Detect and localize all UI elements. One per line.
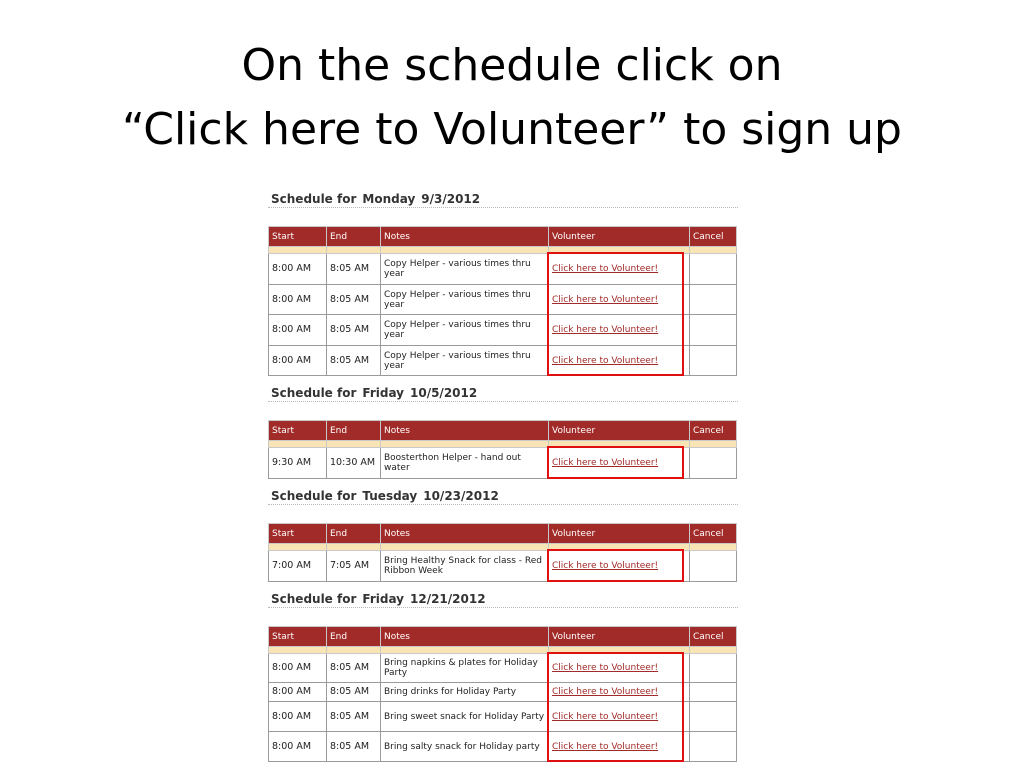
end-cell: 8:05 AM <box>327 315 381 346</box>
start-cell: 7:00 AM <box>269 551 327 582</box>
volunteer-link[interactable]: Click here to Volunteer! <box>552 687 659 697</box>
table-row <box>269 683 737 702</box>
table-row <box>269 654 737 683</box>
start-cell: 8:00 AM <box>269 315 327 346</box>
table-header-row <box>269 627 737 647</box>
schedule-block <box>268 483 738 582</box>
notes-cell: Copy Helper - various times thru year <box>381 285 549 315</box>
volunteer-cell <box>549 285 690 315</box>
schedule-heading <box>268 586 738 608</box>
volunteer-link[interactable]: Click here to Volunteer! <box>552 711 659 722</box>
header-stripe <box>269 441 737 448</box>
column-header-volunteer: Volunteer <box>549 524 690 544</box>
stripe-cell <box>269 647 327 654</box>
end-cell: 8:05 AM <box>327 285 381 315</box>
column-header-cancel: Cancel <box>690 227 737 247</box>
table-header-row <box>269 421 737 441</box>
stripe-cell <box>327 247 381 254</box>
notes-cell: Boosterthon Helper - hand out water <box>381 448 549 479</box>
stripe-cell <box>381 647 549 654</box>
table-row <box>269 551 737 582</box>
start-cell: 8:00 AM <box>269 346 327 376</box>
schedule-heading-label: Schedule for <box>271 192 357 206</box>
column-header-end: End <box>327 227 381 247</box>
notes-cell: Copy Helper - various times thru year <box>381 315 549 346</box>
notes-cell: Bring napkins & plates for Holiday Party <box>381 654 549 683</box>
table-row <box>269 346 737 376</box>
column-header-volunteer: Volunteer <box>549 421 690 441</box>
stripe-cell <box>327 441 381 448</box>
schedule-table <box>268 420 737 479</box>
volunteer-cell <box>549 346 690 376</box>
column-header-notes: Notes <box>381 227 549 247</box>
start-cell: 8:00 AM <box>269 702 327 732</box>
schedule-heading-day: Friday <box>362 386 404 400</box>
schedule-heading <box>268 186 738 208</box>
schedule-heading <box>268 380 738 402</box>
schedule-screenshot <box>268 186 738 766</box>
volunteer-link[interactable]: Click here to Volunteer! <box>552 355 659 366</box>
volunteer-link[interactable]: Click here to Volunteer! <box>552 663 659 673</box>
column-header-cancel: Cancel <box>690 524 737 544</box>
column-header-start: Start <box>269 524 327 544</box>
cancel-cell[interactable] <box>690 654 737 683</box>
cancel-cell[interactable] <box>690 551 737 582</box>
volunteer-link[interactable]: Click here to Volunteer! <box>552 561 659 571</box>
stripe-cell <box>269 247 327 254</box>
schedule-block <box>268 380 738 479</box>
volunteer-link[interactable]: Click here to Volunteer! <box>552 264 659 274</box>
slide-title-line-2: “Click here to Volunteer” to sign up <box>122 104 902 155</box>
schedule-heading-date: 9/3/2012 <box>421 192 481 206</box>
start-cell: 8:00 AM <box>269 654 327 683</box>
stripe-cell <box>381 441 549 448</box>
column-header-volunteer: Volunteer <box>549 227 690 247</box>
volunteer-cell <box>549 654 690 683</box>
stripe-cell <box>269 544 327 551</box>
slide-title <box>0 34 1024 162</box>
table-row <box>269 448 737 479</box>
schedule-table <box>268 626 737 762</box>
end-cell: 8:05 AM <box>327 732 381 762</box>
column-header-end: End <box>327 627 381 647</box>
header-stripe <box>269 647 737 654</box>
notes-cell: Bring Healthy Snack for class - Red Ribbon Week <box>381 551 549 582</box>
schedule-heading-date: 12/21/2012 <box>410 592 486 606</box>
end-cell: 8:05 AM <box>327 346 381 376</box>
cancel-cell[interactable] <box>690 683 737 702</box>
stripe-cell <box>549 441 690 448</box>
volunteer-cell <box>549 551 690 582</box>
notes-cell: Bring salty snack for Holiday party <box>381 732 549 762</box>
end-cell: 8:05 AM <box>327 654 381 683</box>
volunteer-cell <box>549 732 690 762</box>
end-cell: 7:05 AM <box>327 551 381 582</box>
stripe-cell <box>327 647 381 654</box>
table-row <box>269 254 737 285</box>
schedule-heading-day: Friday <box>362 592 404 606</box>
header-stripe <box>269 544 737 551</box>
start-cell: 8:00 AM <box>269 254 327 285</box>
schedule-heading <box>268 483 738 505</box>
stripe-cell <box>690 441 737 448</box>
volunteer-cell <box>549 683 690 702</box>
stripe-cell <box>381 544 549 551</box>
notes-cell: Copy Helper - various times thru year <box>381 254 549 285</box>
table-row <box>269 732 737 762</box>
schedule-block <box>268 586 738 762</box>
schedule-block <box>268 186 738 376</box>
volunteer-link[interactable]: Click here to Volunteer! <box>552 741 659 752</box>
stripe-cell <box>327 544 381 551</box>
column-header-notes: Notes <box>381 421 549 441</box>
start-cell: 8:00 AM <box>269 732 327 762</box>
volunteer-link[interactable]: Click here to Volunteer! <box>552 458 659 468</box>
volunteer-cell <box>549 254 690 285</box>
schedule-heading-day: Monday <box>362 192 416 206</box>
notes-cell: Bring sweet snack for Holiday Party <box>381 702 549 732</box>
schedule-table <box>268 523 737 582</box>
notes-cell: Bring drinks for Holiday Party <box>381 683 549 702</box>
table-header-row <box>269 227 737 247</box>
slide-title-line-1: On the schedule click on <box>241 40 783 91</box>
stripe-cell <box>549 647 690 654</box>
schedule-heading-label: Schedule for <box>271 592 357 606</box>
cancel-cell[interactable] <box>690 254 737 285</box>
column-header-end: End <box>327 524 381 544</box>
column-header-notes: Notes <box>381 524 549 544</box>
start-cell: 8:00 AM <box>269 683 327 702</box>
volunteer-link[interactable]: Click here to Volunteer! <box>552 294 659 305</box>
stripe-cell <box>549 544 690 551</box>
schedule-heading-date: 10/23/2012 <box>423 489 499 503</box>
notes-cell: Copy Helper - various times thru year <box>381 346 549 376</box>
stripe-cell <box>549 247 690 254</box>
schedule-heading-label: Schedule for <box>271 386 357 400</box>
end-cell: 8:05 AM <box>327 683 381 702</box>
cancel-cell[interactable] <box>690 702 737 732</box>
stripe-cell <box>690 647 737 654</box>
stripe-cell <box>381 247 549 254</box>
table-row <box>269 315 737 346</box>
column-header-cancel: Cancel <box>690 627 737 647</box>
start-cell: 9:30 AM <box>269 448 327 479</box>
schedule-heading-day: Tuesday <box>362 489 418 503</box>
cancel-cell[interactable] <box>690 732 737 762</box>
volunteer-cell <box>549 448 690 479</box>
end-cell: 8:05 AM <box>327 254 381 285</box>
volunteer-link[interactable]: Click here to Volunteer! <box>552 325 659 335</box>
column-header-volunteer: Volunteer <box>549 627 690 647</box>
end-cell: 10:30 AM <box>327 448 381 479</box>
cancel-cell[interactable] <box>690 448 737 479</box>
cancel-cell[interactable] <box>690 346 737 376</box>
stripe-cell <box>269 441 327 448</box>
volunteer-cell <box>549 702 690 732</box>
column-header-end: End <box>327 421 381 441</box>
table-header-row <box>269 524 737 544</box>
schedule-table <box>268 226 737 376</box>
cancel-cell[interactable] <box>690 285 737 315</box>
header-stripe <box>269 247 737 254</box>
column-header-start: Start <box>269 227 327 247</box>
end-cell: 8:05 AM <box>327 702 381 732</box>
stripe-cell <box>690 247 737 254</box>
column-header-cancel: Cancel <box>690 421 737 441</box>
column-header-start: Start <box>269 421 327 441</box>
cancel-cell[interactable] <box>690 315 737 346</box>
table-row <box>269 702 737 732</box>
schedule-heading-label: Schedule for <box>271 489 357 503</box>
volunteer-cell <box>549 315 690 346</box>
schedule-heading-date: 10/5/2012 <box>410 386 478 400</box>
stripe-cell <box>690 544 737 551</box>
start-cell: 8:00 AM <box>269 285 327 315</box>
column-header-notes: Notes <box>381 627 549 647</box>
table-row <box>269 285 737 315</box>
column-header-start: Start <box>269 627 327 647</box>
